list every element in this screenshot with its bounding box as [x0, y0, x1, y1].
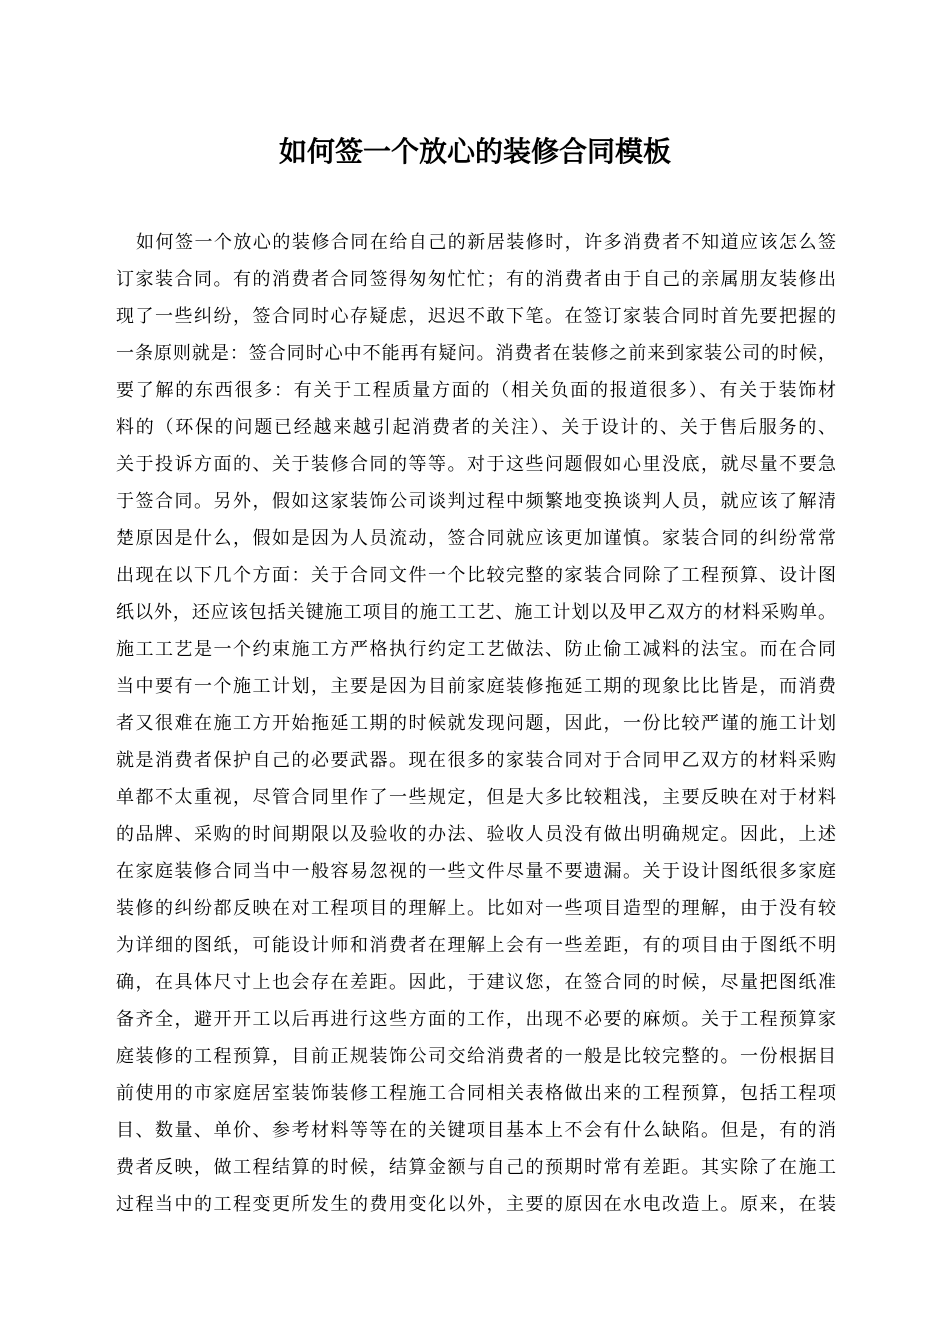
body-line: 于签合同。另外，假如这家装饰公司谈判过程中频繁地变换谈判人员，就应该了解清	[116, 491, 836, 512]
body-line: 现了一些纠纷，签合同时心存疑虑，迟迟不敢下笔。在签订家装合同时首先要把握的	[116, 306, 836, 327]
body-line: 的品牌、采购的时间期限以及验收的办法、验收人员没有做出明确规定。因此，上述	[116, 824, 836, 845]
body-line: 关于投诉方面的、关于装修合同的等等。对于这些问题假如心里没底，就尽量不要急	[116, 454, 836, 475]
body-line: 一条原则就是：签合同时心中不能再有疑问。消费者在装修之前来到家装公司的时候，	[116, 343, 836, 364]
body-line: 庭装修的工程预算，目前正规装饰公司交给消费者的一般是比较完整的。一份根据目	[116, 1046, 836, 1067]
body-line: 订家装合同。有的消费者合同签得匆匆忙忙；有的消费者由于自己的亲属朋友装修出	[116, 269, 836, 290]
body-line: 者又很难在施工方开始拖延工期的时候就发现问题，因此，一份比较严谨的施工计划	[116, 713, 836, 734]
body-line: 要了解的东西很多：有关于工程质量方面的（相关负面的报道很多）、有关于装饰材	[116, 380, 836, 401]
body-line: 施工工艺是一个约束施工方严格执行约定工艺做法、防止偷工减料的法宝。而在合同	[116, 639, 836, 660]
document-body	[116, 224, 836, 1223]
body-line: 装修的纠纷都反映在对工程项目的理解上。比如对一些项目造型的理解，由于没有较	[116, 898, 836, 919]
body-line: 确，在具体尺寸上也会存在差距。因此，于建议您，在签合同的时候，尽量把图纸准	[116, 972, 836, 993]
body-line: 出现在以下几个方面：关于合同文件一个比较完整的家装合同除了工程预算、设计图	[116, 565, 836, 586]
body-line: 前使用的市家庭居室装饰装修工程施工合同相关表格做出来的工程预算，包括工程项	[116, 1083, 836, 1104]
body-line: 单都不太重视，尽管合同里作了一些规定，但是大多比较粗浅，主要反映在对于材料	[116, 787, 836, 808]
body-line: 为详细的图纸，可能设计师和消费者在理解上会有一些差距，有的项目由于图纸不明	[116, 935, 836, 956]
body-line: 在家庭装修合同当中一般容易忽视的一些文件尽量不要遗漏。关于设计图纸很多家庭	[116, 861, 836, 882]
body-line: 当中要有一个施工计划，主要是因为目前家庭装修拖延工期的现象比比皆是，而消费	[116, 676, 836, 697]
body-line: 如何签一个放心的装修合同在给自己的新居装修时，许多消费者不知道应该怎么签	[136, 232, 836, 253]
body-line: 目、数量、单价、参考材料等等在的关键项目基本上不会有什么缺陷。但是，有的消	[116, 1120, 836, 1141]
body-line: 楚原因是什么，假如是因为人员流动，签合同就应该更加谨慎。家装合同的纠纷常常	[116, 528, 836, 549]
body-line: 过程当中的工程变更所发生的费用变化以外，主要的原因在水电改造上。原来，在装	[116, 1194, 836, 1215]
body-line: 备齐全，避开开工以后再进行这些方面的工作，出现不必要的麻烦。关于工程预算家	[116, 1009, 836, 1030]
body-line: 纸以外，还应该包括关键施工项目的施工工艺、施工计划以及甲乙双方的材料采购单。	[116, 602, 836, 623]
document-title: 如何签一个放心的装修合同模板	[278, 135, 671, 168]
body-line: 料的（环保的问题已经越来越引起消费者的关注）、关于设计的、关于售后服务的、	[116, 417, 836, 438]
body-line: 就是消费者保护自己的必要武器。现在很多的家装合同对于合同甲乙双方的材料采购	[116, 750, 836, 771]
body-line: 费者反映，做工程结算的时候，结算金额与自己的预期时常有差距。其实除了在施工	[116, 1157, 836, 1178]
